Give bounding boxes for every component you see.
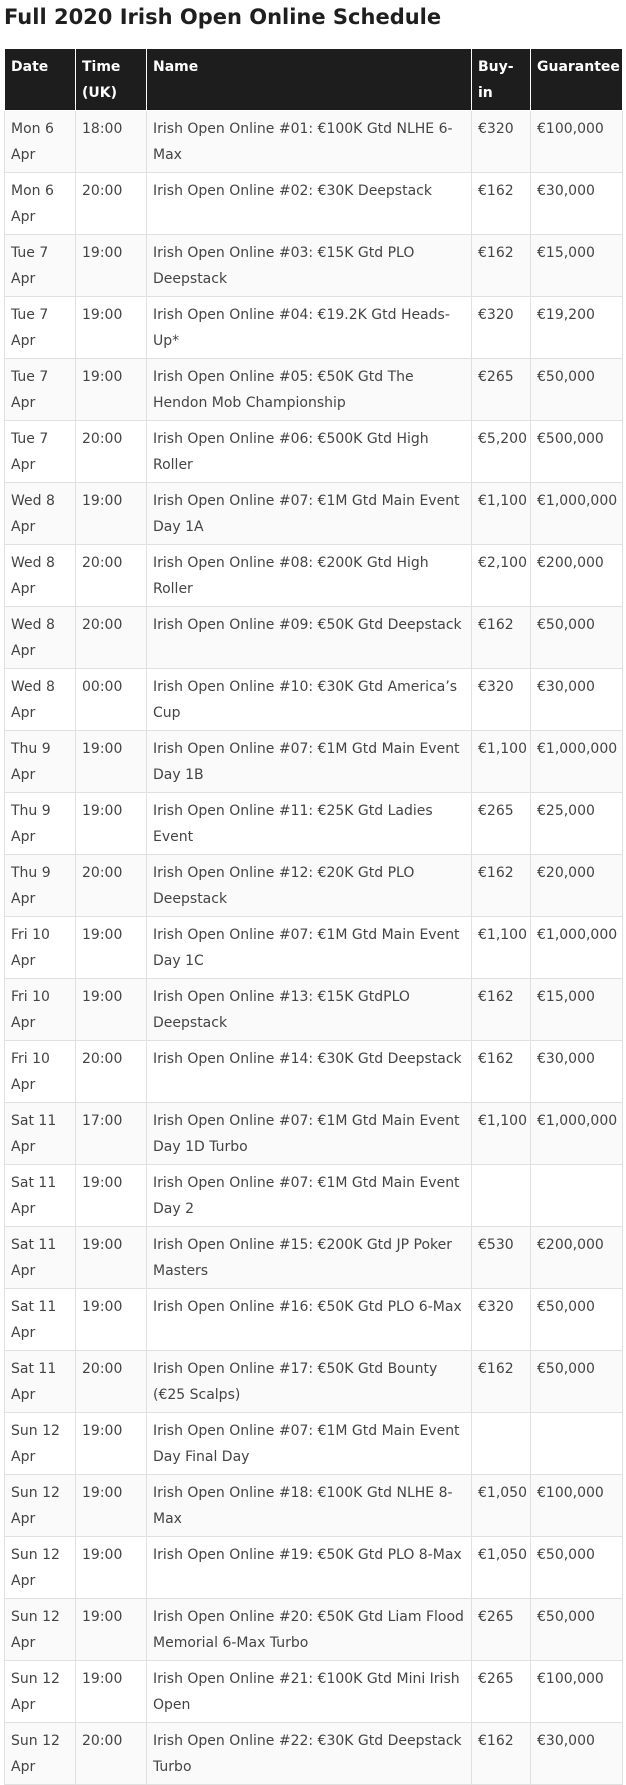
buyin-cell: €162: [472, 1041, 531, 1103]
time-cell: 19:00: [76, 917, 147, 979]
date-cell: Sun 12 Apr: [5, 1723, 76, 1785]
guarantee-cell: €25,000: [531, 793, 623, 855]
time-cell: 19:00: [76, 1289, 147, 1351]
guarantee-cell: €30,000: [531, 1041, 623, 1103]
buyin-cell: €1,100: [472, 1103, 531, 1165]
name-cell: Irish Open Online #03: €15K Gtd PLO Deepstack: [147, 235, 472, 297]
buyin-cell: €1,100: [472, 483, 531, 545]
table-row: [5, 359, 623, 421]
table-row: [5, 545, 623, 607]
table-row: [5, 1475, 623, 1537]
name-cell: Irish Open Online #20: €50K Gtd Liam Flood Memorial 6-Max Turbo: [147, 1599, 472, 1661]
table-row: [5, 111, 623, 173]
guarantee-cell: €20,000: [531, 855, 623, 917]
date-cell: Sun 12 Apr: [5, 1599, 76, 1661]
date-cell: Fri 10 Apr: [5, 1041, 76, 1103]
date-cell: Sun 12 Apr: [5, 1537, 76, 1599]
buyin-cell: €162: [472, 607, 531, 669]
table-row: [5, 1723, 623, 1785]
time-cell: 19:00: [76, 359, 147, 421]
table-body: [5, 111, 623, 1785]
buyin-cell: €1,050: [472, 1537, 531, 1599]
name-cell: Irish Open Online #15: €200K Gtd JP Poker Masters: [147, 1227, 472, 1289]
buyin-cell: €320: [472, 1289, 531, 1351]
guarantee-cell: €100,000: [531, 1475, 623, 1537]
date-cell: Sat 11 Apr: [5, 1103, 76, 1165]
time-cell: 19:00: [76, 1227, 147, 1289]
buyin-cell: €320: [472, 111, 531, 173]
date-cell: Wed 8 Apr: [5, 483, 76, 545]
guarantee-cell: €19,200: [531, 297, 623, 359]
time-cell: 19:00: [76, 1165, 147, 1227]
buyin-cell: €530: [472, 1227, 531, 1289]
date-cell: Fri 10 Apr: [5, 917, 76, 979]
date-cell: Sat 11 Apr: [5, 1165, 76, 1227]
time-cell: 00:00: [76, 669, 147, 731]
time-cell: 19:00: [76, 1537, 147, 1599]
table-row: [5, 979, 623, 1041]
date-cell: Wed 8 Apr: [5, 607, 76, 669]
name-cell: Irish Open Online #14: €30K Gtd Deepstack: [147, 1041, 472, 1103]
date-cell: Fri 10 Apr: [5, 979, 76, 1041]
name-cell: Irish Open Online #07: €1M Gtd Main Event Day Final Day: [147, 1413, 472, 1475]
name-cell: Irish Open Online #10: €30K Gtd America’s Cup: [147, 669, 472, 731]
time-cell: 19:00: [76, 483, 147, 545]
buyin-cell: [472, 1165, 531, 1227]
name-cell: Irish Open Online #05: €50K Gtd The Hendon Mob Championship: [147, 359, 472, 421]
column-header-time: Time (UK): [76, 49, 147, 111]
guarantee-cell: €500,000: [531, 421, 623, 483]
time-cell: 19:00: [76, 979, 147, 1041]
buyin-cell: €265: [472, 1599, 531, 1661]
name-cell: Irish Open Online #21: €100K Gtd Mini Irish Open: [147, 1661, 472, 1723]
date-cell: Sun 12 Apr: [5, 1475, 76, 1537]
buyin-cell: €1,100: [472, 731, 531, 793]
table-row: [5, 235, 623, 297]
buyin-cell: €162: [472, 1351, 531, 1413]
buyin-cell: €1,050: [472, 1475, 531, 1537]
name-cell: Irish Open Online #18: €100K Gtd NLHE 8-Max: [147, 1475, 472, 1537]
time-cell: 19:00: [76, 1599, 147, 1661]
table-row: [5, 1103, 623, 1165]
name-cell: Irish Open Online #07: €1M Gtd Main Event Day 1A: [147, 483, 472, 545]
date-cell: Sat 11 Apr: [5, 1289, 76, 1351]
guarantee-cell: €100,000: [531, 111, 623, 173]
guarantee-cell: [531, 1413, 623, 1475]
time-cell: 19:00: [76, 1661, 147, 1723]
buyin-cell: [472, 1413, 531, 1475]
time-cell: 19:00: [76, 235, 147, 297]
buyin-cell: €162: [472, 979, 531, 1041]
guarantee-cell: €30,000: [531, 173, 623, 235]
time-cell: 18:00: [76, 111, 147, 173]
table-row: [5, 483, 623, 545]
guarantee-cell: €50,000: [531, 607, 623, 669]
buyin-cell: €162: [472, 235, 531, 297]
name-cell: Irish Open Online #09: €50K Gtd Deepstack: [147, 607, 472, 669]
date-cell: Sat 11 Apr: [5, 1351, 76, 1413]
buyin-cell: €2,100: [472, 545, 531, 607]
date-cell: Wed 8 Apr: [5, 545, 76, 607]
guarantee-cell: €50,000: [531, 359, 623, 421]
guarantee-cell: €1,000,000: [531, 731, 623, 793]
time-cell: 20:00: [76, 545, 147, 607]
column-header-date: Date: [5, 49, 76, 111]
name-cell: Irish Open Online #04: €19.2K Gtd Heads-Up*: [147, 297, 472, 359]
column-header-name: Name: [147, 49, 472, 111]
date-cell: Tue 7 Apr: [5, 235, 76, 297]
date-cell: Thu 9 Apr: [5, 793, 76, 855]
table-row: [5, 1041, 623, 1103]
column-header-buyin: Buy-in: [472, 49, 531, 111]
buyin-cell: €320: [472, 669, 531, 731]
name-cell: Irish Open Online #13: €15K GtdPLO Deepstack: [147, 979, 472, 1041]
guarantee-cell: €50,000: [531, 1351, 623, 1413]
table-row: [5, 173, 623, 235]
name-cell: Irish Open Online #11: €25K Gtd Ladies Event: [147, 793, 472, 855]
buyin-cell: €265: [472, 793, 531, 855]
name-cell: Irish Open Online #16: €50K Gtd PLO 6-Max: [147, 1289, 472, 1351]
time-cell: 17:00: [76, 1103, 147, 1165]
guarantee-cell: €200,000: [531, 1227, 623, 1289]
date-cell: Tue 7 Apr: [5, 359, 76, 421]
buyin-cell: €162: [472, 855, 531, 917]
column-header-guarantee: Guarantee: [531, 49, 623, 111]
name-cell: Irish Open Online #22: €30K Gtd Deepstack Turbo: [147, 1723, 472, 1785]
date-cell: Tue 7 Apr: [5, 421, 76, 483]
guarantee-cell: €30,000: [531, 669, 623, 731]
name-cell: Irish Open Online #06: €500K Gtd High Roller: [147, 421, 472, 483]
buyin-cell: €265: [472, 1661, 531, 1723]
buyin-cell: €1,100: [472, 917, 531, 979]
buyin-cell: €162: [472, 173, 531, 235]
time-cell: 19:00: [76, 1413, 147, 1475]
guarantee-cell: €50,000: [531, 1537, 623, 1599]
table-row: [5, 1599, 623, 1661]
table-row: [5, 421, 623, 483]
table-row: [5, 607, 623, 669]
name-cell: Irish Open Online #07: €1M Gtd Main Event Day 1C: [147, 917, 472, 979]
time-cell: 20:00: [76, 855, 147, 917]
header-row: [5, 49, 623, 111]
guarantee-cell: €200,000: [531, 545, 623, 607]
table-row: [5, 731, 623, 793]
buyin-cell: €265: [472, 359, 531, 421]
time-cell: 20:00: [76, 173, 147, 235]
time-cell: 20:00: [76, 1723, 147, 1785]
buyin-cell: €5,200: [472, 421, 531, 483]
name-cell: Irish Open Online #07: €1M Gtd Main Event Day 1B: [147, 731, 472, 793]
date-cell: Thu 9 Apr: [5, 731, 76, 793]
time-cell: 19:00: [76, 297, 147, 359]
name-cell: Irish Open Online #07: €1M Gtd Main Event Day 2: [147, 1165, 472, 1227]
guarantee-cell: €15,000: [531, 235, 623, 297]
table-row: [5, 297, 623, 359]
page-title: Full 2020 Irish Open Online Schedule: [4, 5, 442, 29]
table-header: [5, 49, 623, 111]
table-row: [5, 1227, 623, 1289]
table-row: [5, 1165, 623, 1227]
table-row: [5, 669, 623, 731]
guarantee-cell: €50,000: [531, 1599, 623, 1661]
guarantee-cell: €100,000: [531, 1661, 623, 1723]
time-cell: 19:00: [76, 793, 147, 855]
guarantee-cell: €1,000,000: [531, 483, 623, 545]
date-cell: Wed 8 Apr: [5, 669, 76, 731]
name-cell: Irish Open Online #02: €30K Deepstack: [147, 173, 472, 235]
guarantee-cell: €15,000: [531, 979, 623, 1041]
name-cell: Irish Open Online #07: €1M Gtd Main Event Day 1D Turbo: [147, 1103, 472, 1165]
time-cell: 20:00: [76, 1351, 147, 1413]
table-row: [5, 1289, 623, 1351]
time-cell: 19:00: [76, 1475, 147, 1537]
time-cell: 19:00: [76, 731, 147, 793]
table-row: [5, 1351, 623, 1413]
table-row: [5, 793, 623, 855]
name-cell: Irish Open Online #17: €50K Gtd Bounty (€25 Scalps): [147, 1351, 472, 1413]
guarantee-cell: [531, 1165, 623, 1227]
date-cell: Mon 6 Apr: [5, 111, 76, 173]
table-row: [5, 855, 623, 917]
table-row: [5, 1537, 623, 1599]
name-cell: Irish Open Online #08: €200K Gtd High Roller: [147, 545, 472, 607]
table-row: [5, 917, 623, 979]
buyin-cell: €162: [472, 1723, 531, 1785]
date-cell: Sun 12 Apr: [5, 1413, 76, 1475]
name-cell: Irish Open Online #19: €50K Gtd PLO 8-Max: [147, 1537, 472, 1599]
schedule-table: [4, 48, 623, 1785]
date-cell: Tue 7 Apr: [5, 297, 76, 359]
time-cell: 20:00: [76, 1041, 147, 1103]
date-cell: Mon 6 Apr: [5, 173, 76, 235]
table-row: [5, 1661, 623, 1723]
name-cell: Irish Open Online #12: €20K Gtd PLO Deepstack: [147, 855, 472, 917]
guarantee-cell: €1,000,000: [531, 1103, 623, 1165]
date-cell: Sat 11 Apr: [5, 1227, 76, 1289]
name-cell: Irish Open Online #01: €100K Gtd NLHE 6-Max: [147, 111, 472, 173]
guarantee-cell: €50,000: [531, 1289, 623, 1351]
time-cell: 20:00: [76, 421, 147, 483]
table-row: [5, 1413, 623, 1475]
buyin-cell: €320: [472, 297, 531, 359]
date-cell: Thu 9 Apr: [5, 855, 76, 917]
guarantee-cell: €30,000: [531, 1723, 623, 1785]
guarantee-cell: €1,000,000: [531, 917, 623, 979]
time-cell: 20:00: [76, 607, 147, 669]
date-cell: Sun 12 Apr: [5, 1661, 76, 1723]
